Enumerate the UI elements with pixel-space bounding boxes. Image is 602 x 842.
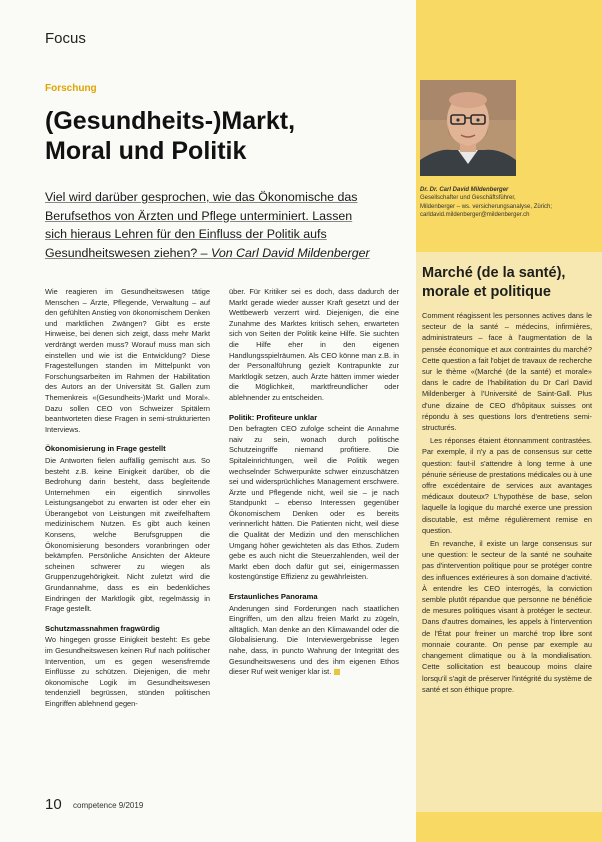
subheading: Politik: Profiteure unklar: [229, 412, 318, 422]
kicker: Forschung: [45, 83, 97, 94]
lead-paragraph: [45, 188, 400, 262]
french-title-line-1: Marché (de la santé),: [422, 265, 566, 281]
page-number: 10: [45, 796, 62, 813]
page-footer: [45, 796, 405, 818]
subheading: Erstaunliches Panorama: [229, 592, 318, 602]
author-email: carldavid.mildenberger@mildenberger.ch: [420, 212, 530, 219]
author-caption: [420, 186, 596, 220]
body-column-2: [229, 287, 399, 687]
author-portrait: [420, 80, 516, 176]
subheading: Ökonomisierung in Frage gestellt: [45, 444, 166, 454]
french-body: [422, 310, 592, 697]
end-mark-icon: [334, 669, 340, 675]
body-paragraph: Den befragten CEO zufolge scheint die Annahme naiv zu sein, wonach durch politische Schutzeingriffe niemand profitiere. Die Spitaleinrichtungen, weil die Politik wegen wechselnder Schwerpunkte schwer einzuschätzen sei und widersprüchliches Management erschwere. Ärzte und Pflegende nicht, weil sie – je nach Standpunkt – ebenso Interessen gegenüber Ökonomischem Denken oder es bereits verinnerlicht hätten. Die Patienten nicht, weil diese die Qualität der Medizin und den menschlichen Umgang höher gewichteten als das Ethos. Zudem gebe es auch nicht die Steuerzahlenden, weil der Markt eben doch dafür gut sei, einigermassen kostengünstige Effizienz zu gewährleisten.: [229, 424, 399, 582]
body-paragraph-final: [229, 604, 399, 678]
headline-line-1: (Gesundheits-)Markt,: [45, 107, 296, 135]
body-paragraph: über. Für Kritiker sei es doch, dass dadurch der Markt gerade wieder ausser Kraft gesetzt und der Wettbewerb verzerrt wird. Diejenigen, die eine Zunahme des Marktes kritisch sehen, erwarteten sich von Seiten der Politik keine Hilfe. Sie suchten die Hilfe eher in den eigenen Handlungsspielräumen. Als CEO könne man z.B. in der Personalführung gezielt Kontrapunkte zur Marktlogik setzen, auch Ärzte hätten immer wieder die Möglichkeit, marktfreundlicher oder ablehnender zu entscheiden.: [229, 287, 399, 402]
body-column-1: [45, 287, 210, 719]
lead-line-4: [45, 244, 400, 263]
lead-line-3: sich hieraus Lehren für den Einfluss der Politik aufs: [45, 227, 327, 241]
headline: [45, 106, 405, 166]
section-label: Focus: [45, 30, 86, 47]
author-role-2: Mildenberger – ws. versicherungsanalyse, Zürich;: [420, 203, 553, 210]
body-paragraph: Wo hingegen grosse Einigkeit besteht: Es gebe im Gesundheitswesen keinen Ruf nach politischer Intervention, um es gegen wesensfremde Einflüsse zu schützen. Diejenigen, die mehr ökonomische Logik im Gesundheitswesen tendenziell begrüssen, stünden politischen Eingriffen ablehnend gegen-: [45, 635, 210, 708]
french-title-line-2: morale et politique: [422, 284, 551, 300]
subheading: Schutzmassnahmen fragwürdig: [45, 623, 160, 633]
author-role-1: Gesellschafter und Geschäftsführer,: [420, 195, 516, 202]
french-paragraph: Les réponses étaient étonnamment contrastées. Par exemple, il n'y a pas de consensus sur cette question: faut-il s'attendre à long terme à une pénurie sérieuse de prestations médicales ou à une offre excédentaire de services aux avantages médicaux douteux? L'hypothèse de base, selon laquelle la logique du marché exerce une pression discutable, est même régulièrement remise en question.: [422, 436, 592, 535]
french-paragraph: Comment réagissent les personnes actives dans le secteur de la santé – médecins, infirmières, administrateurs – face à l'augmentation de la pensée économique et aux contraintes du marché? Cette question a fait l'objet de travaux de recherche sur le thème «(Marché (de la santé) et morale» dans le cadre de l'habilitation du Dr Carl David Mildenberger à l'Université de Saint-Gall. Plus d'une dizaine de CEO d'hôpitaux suisses ont répondu à ses questions lors d'entretiens semi-structurés.: [422, 311, 592, 433]
author-name: Dr. Dr. Carl David Mildenberger: [420, 187, 509, 193]
french-paragraph: En revanche, il existe un large consensus sur une question: le secteur de la santé ne souhaite pas d'intervention politique pour se protéger contre des influences extérieures à son domaine d'activité. À entendre les CEO interrogés, la conviction semble plutôt répandue que personne ne bénéficie de mesures politiques visant à protéger le secteur. Dans d'autres domaines, les appels à l'intervention de l'État pour freiner un marché trop libre sont monnaie courante. On pense par exemple au changement climatique ou à la mondialisation. Cette sollicitation est beaucoup moins claire lorsqu'il s'agit de préserver l'intégrité du système de santé et son éthique propre.: [422, 539, 592, 694]
french-title: [422, 264, 592, 302]
lead-line-2: Berufsethos von Ärzten und Pflege unterminiert. Lassen: [45, 208, 353, 223]
lead-line-1: Viel wird darüber gesprochen, wie das Ökonomische das: [45, 190, 358, 204]
body-paragraph-text: Anderungen sind Forderungen nach staatlichen Eingriffen, um den allzu freien Markt zu zügeln, alltäglich. Man denke an den Klimawandel oder die Globalisierung. Die Interviewergebnisse legen nahe, dass, in puncto Wahrung der Integrität des Gesundheitswesens und des ihm eigenen Ethos dieser Ruf weit weniger klar ist.: [229, 603, 399, 677]
body-paragraph: Die Antworten fielen auffällig gemischt aus. So besteht z.B. keine Einigkeit darüber, ob die Bedrohung darin besteht, dass begleitende Unternehmen ein eigentlich sinnvolles Leistungsangebot zu erwarten ist oder eher ein Überangebot von Leistungen mit zweifelhaftem medizinischem Nutzen. Es gibt auch keinen Konsens, welche Berufsgruppen die Ökonomisierung besonders voranbringen oder bekämpfen. Persönliche Ansichten der Akteure scheinen schwerer zu wiegen als Gruppenzugehörigkeit. Nicht zuletzt wird die Grundannahme, dass es ein bedenkliches Eindringen der Marktlogik gibt, regelmässig in Frage gestellt.: [45, 455, 210, 614]
publication-name: competence 9/2019: [73, 801, 144, 810]
headline-line-2: Moral und Politik: [45, 137, 247, 165]
lead-author: Von Carl David Mildenberger: [211, 245, 370, 260]
portrait-image: [420, 80, 516, 176]
lead-line-4-text: Gesundheitswesen ziehen? –: [45, 245, 208, 260]
body-paragraph: Wie reagieren im Gesundheitswesen tätige Menschen – Ärzte, Pflegende, Verwaltung – auf den gefühlten Anstieg von ökonomischem Denken und marktlichen Zwängen? Gibt es erste Hinweise, bei denen sich zeigt, dass mehr Markt verdrängt werden muss? Worauf muss man sich einstellen und wie ist die Entwicklung? Diese Fragestellungen standen im Mittelpunkt von Forschungsarbeiten im Rahmen der Habilitation des Autors an der Universität St. Gallen zum Themenkreis «(Gesundheits-)Markt und Moral». Dazu sollen CEO von Schweizer Spitälern beantworteten diese Fragen in semi-strukturierten Interviews.: [45, 287, 210, 434]
